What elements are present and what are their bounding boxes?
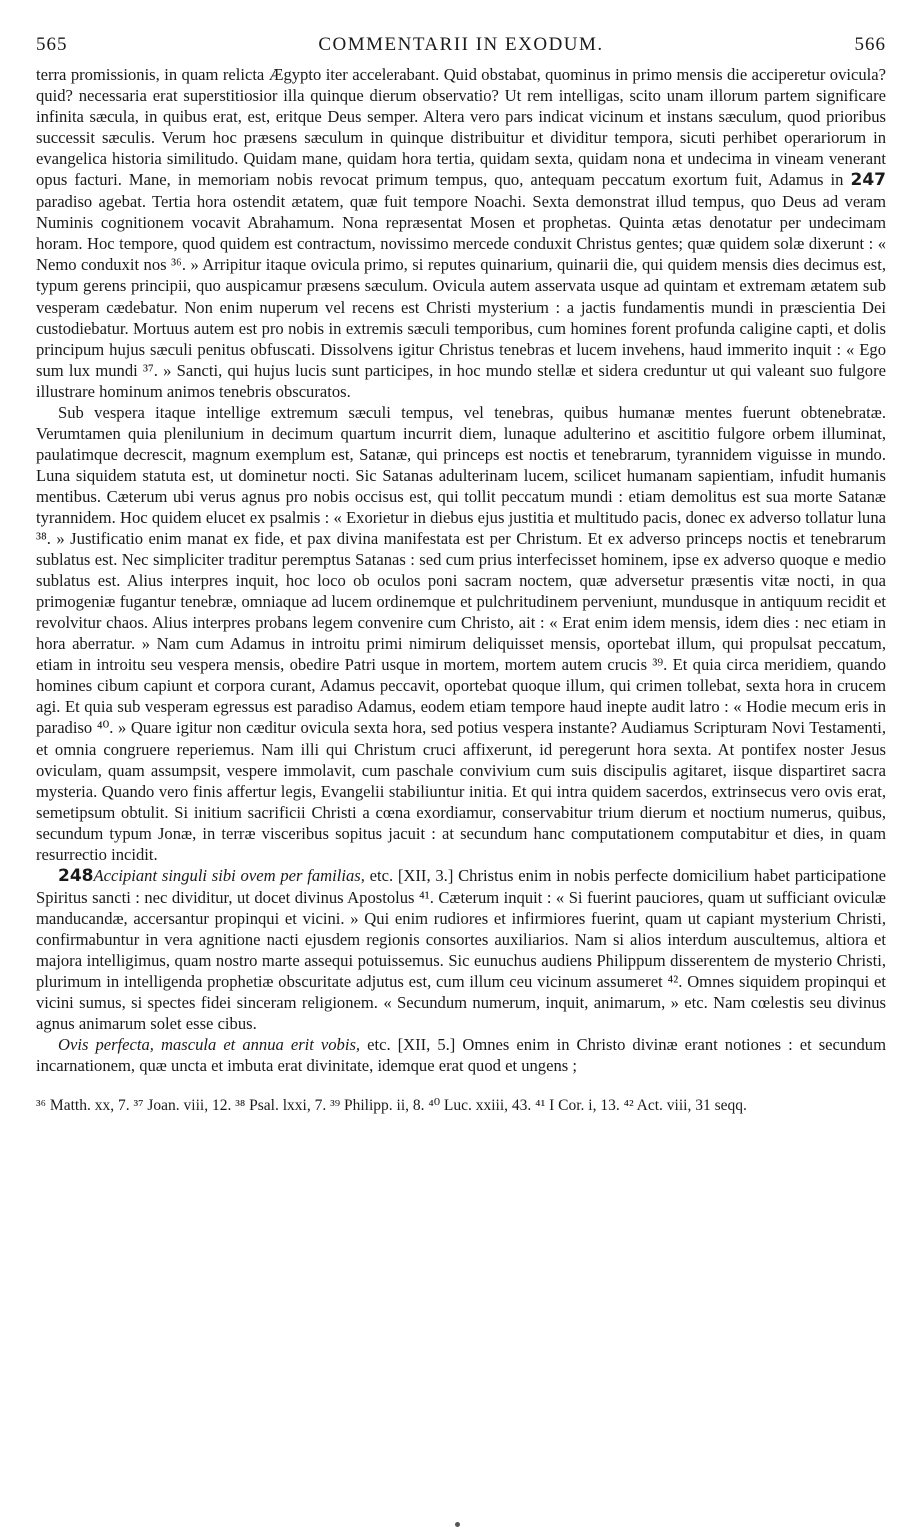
scripture-lemma: Accipiant singuli sibi ovem per familias, (93, 865, 365, 885)
paragraph (36, 865, 886, 1034)
column-marker: 248 (58, 865, 94, 886)
paragraph (36, 402, 886, 865)
text-body (36, 64, 886, 1076)
footnotes: ³⁶ Matth. xx, 7. ³⁷ Joan. viii, 12. ³⁸ Psal. lxxi, 7. ³⁹ Philipp. ii, 8. ⁴⁰ Luc. xxiii, 43. ⁴¹ I Cor. i, 13. ⁴² Act. viii, 31 seqq. (36, 1097, 747, 1115)
running-title: COMMENTARII IN EXODUM. (318, 34, 604, 55)
paragraph-text: Sub vespera itaque intellige extremum sæculi tempus, vel tenebras, quibus humanæ mentes fuerunt obtenebratæ. Verumtamen quia plenilunium in decimum quartum incurrit diem, lunaque adulterino et ascititio fulgore orbem illuminat, paulatimque decrescit, magnum exemplum est, Satanæ, qui princeps est noctis et tenebrarum, tyrannidem viguisse in mundo. Luna siquidem statuta est, ut dominetur nocti. Sic Satanas adulterinam lucem, scilicet humanam sapientiam, infudit humanis mentibus. Cæterum ubi verus agnus pro nobis occisus est, qui tollit peccatum mundi : etiam demolitus est sua morte Satanæ tyrannidem. Hoc quidem elucet ex psalmis : « Exorietur in diebus ejus justitia et multitudo pacis, donec ex adverso tollatur luna ³⁸. » Justificatio enim manat ex fide, et pax divina manifestata est per Christum. Et ex adverso princeps noctis et tenebrarum sublatus est. Nec simpliciter traditur peremptus Satanas : sed cum prius interfecisset hominem, ipse ex adverso quoque e medio sublatus est. Alius interpres inquit, hoc loco ob oculos poni sacram noctem, quæ adversetur præsentis vitæ nocti, in qua primogeniæ fugantur tenebræ, omniaque ad lucem ordinemque et pulchritudinem perveniunt, mundusque in antiquum recidit et revolvitur chaos. Alius interpres probans legem convenire cum Christo, ait : « Erat enim idem mensis, idem dies : nec etiam in hora aberratur. » Nam cum Adamus in introitu primi nimirum deliquisset mensis, oportebat illum, qui propulsat peccatum, etiam in introitu seu vespera mensis, obedire Patri usque in mortem, mortem autem crucis ³⁹. Et quia circa meridiem, quando homines cibum capiunt et corpora curant, Adamus peccavit, oportebat quoque illum, qui crimen tollebat, sexta hora in crucem agi. Et quia sub vesperam egressus est paradiso Adamus, eodem etiam tempore haud inepte audit latro : « Hodie mecum eris in paradiso ⁴⁰. » Quare igitur non cæditur ovicula sexta hora, sed potius vespera instante? Audiamus Scripturam Novi Testamenti, et omnia congruere reperiemus. Nam illi qui Christum cruci affixerunt, id peregerunt hora sexta. At pontifex noster Jesus oviculam, quam assumpsit, vespere immolavit, cum paschale convivium cum suis discipulis agitaret, iisque dispartiret sacra mysteria. Quando vero finis affertur legis, Evangelii stabiliuntur initia. Et qui intra quidem sacerdos, extrinsecus vero ovis erat, semetipsum obtulit. Si initium sacrificii Christi a cœna exordiamur, conservabitur trium dierum et noctium numerus, quibus, secundum typum Jonæ, in terræ visceribus sopitus jacuit : at secundum hanc computationem computabitur et dies, in quam resurrectio incidit. (36, 402, 886, 864)
scripture-lemma: Ovis perfecta, mascula et annua erit vobis, (58, 1035, 361, 1055)
paragraph (36, 64, 886, 402)
page-number-right: 566 (854, 34, 886, 55)
paragraph-text: etc. [XII, 3.] Christus enim in nobis perfecte domicilium habet participatione Spiritus sancti : nec dividitur, ut docet divinus Apostolus ⁴¹. Cæterum inquit : « Si fuerint pauciores, quam ut sufficiant oviculæ manducandæ, accersantur propinqui et vicini. » Qui enim rudiores et infirmiores fuerint, quam ut capiant mysterium Christi, confirmabuntur in vera agnitione nacti ejusdem regionis consortes auxiliarios. Nam si alios interdum auscultemus, altiora et majora intelligimus, quam nostro marte assequi potuissemus. Sic eunuchus audiens Philippum disserentem de mysterio Christi, plurimum in intelligenda prophetiæ obscuritate adjutus est, cum illum ceu vicinum assumeret ⁴². Omnes siquidem propinqui et vicini sumus, si spectes fidei sinceram religionem. « Secundum numerum, inquit, animarum, » etc. Nam cœlestis seu divinus agnus animarum solet esse cibus. (36, 865, 886, 1034)
running-header (36, 34, 886, 64)
page-ornament-dot (455, 1522, 460, 1527)
paragraph-text: etc. [XII, 5.] Omnes enim in Christo divinæ erant notiones : et secundum incarnationem, quæ uncta et imbuta erat divinitate, idemque erat quod et ungens ; (36, 1035, 886, 1076)
paragraph-text: terra promissionis, in quam relicta Ægypto iter accelerabant. Quid obstabat, quominus in primo mensis die acciperetur ovicula? quid? necessaria erat superstitiosior illa quinque dierum observatio? Ut rem intelligas, scito unam illorum partem significare infinita sæcula, in quibus erat, est, eritque Deus semper. Altera vero pars indicat vicinum et instans sæculum, quod prioribus successit sæculis. Verum hoc præsens sæculum in quinque distribuitur et dividitur tempora, sicuti perhibet operariorum in evangelica historia similitudo. Quidam mane, quidam hora tertia, quidam sexta, quidam nona et undecima in vineam venerant opus facturi. Mane, in memoriam nobis revocat primum tempus, quo, antequam peccatum exortum fuit, Adamus in (36, 65, 886, 190)
page-number-left: 565 (36, 34, 68, 55)
paragraph-text: paradiso agebat. Tertia hora ostendit ætatem, quæ fuit tempore Noachi. Sexta demonstrat illud tempus, quo Deus ad veram Numinis cognitionem vocavit Abrahamum. Nona repræsentat Mosen et prophetas. Quinta ætas denotatur per undecimam horam. Hoc tempore, quod quidem est contractum, novissimo mercede conduxit Christus gentes; quæ quidem solæ dixerunt : « Nemo conduxit nos ³⁶. » Arripitur itaque ovicula primo, si reputes quinarium, quinarii die, qui quidem mensis dies decimus est, typum gerens principii, quo auspicamur præsens sæculum. Ovicula autem asservata usque ad quintam et extremam ætatem sub vesperam cædebatur. Non enim nuperum vel recens est Christi mysterium : a jactis fundamentis mundi in præscientia Dei custodiebatur. Mortuus autem est pro nobis in extremis sæculi temporibus, cum homines forent profunda caligine capti, et dolis principum hujus sæculi penitus obfuscati. Dissolvens igitur Christus tenebras et lucem invehens, haud immerito inquit : « Ego sum lux mundi ³⁷. » Sancti, qui hujus lucis sunt participes, in hoc mundo stellæ et sidera creduntur ut qui valeant suo fulgore illustrare hominum animos tenebris obscuratos. (36, 192, 886, 401)
page (36, 34, 886, 1116)
column-marker: 247 (850, 170, 886, 191)
paragraph (36, 1034, 886, 1076)
